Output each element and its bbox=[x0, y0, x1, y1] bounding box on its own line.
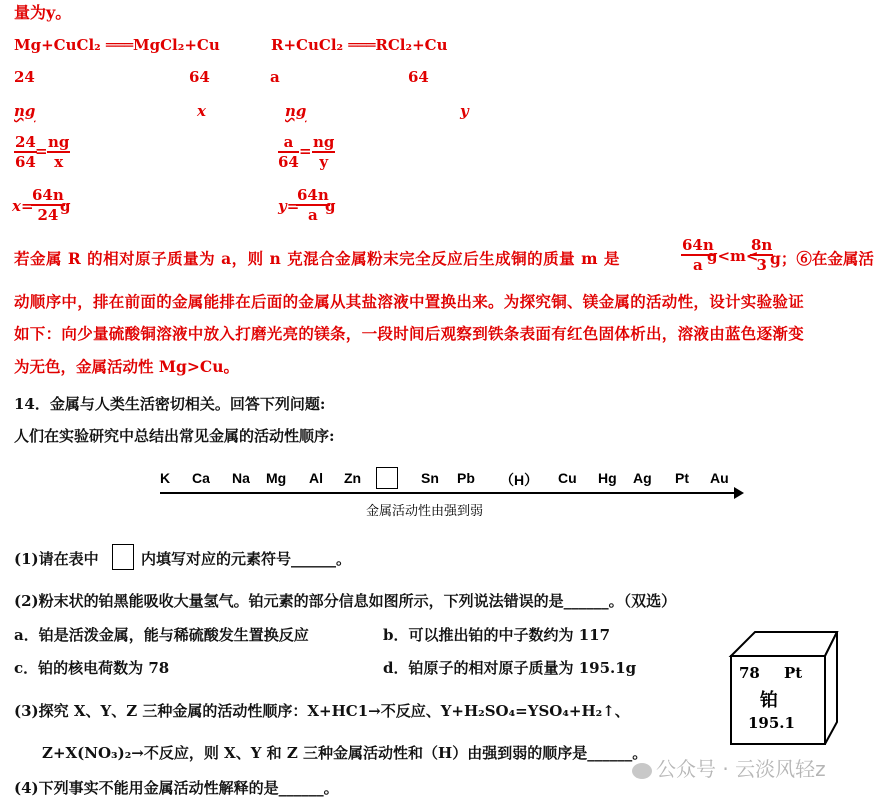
eq1-ratio2-num: ng bbox=[48, 133, 70, 151]
eq1-mass-right: 64 bbox=[189, 68, 210, 86]
conclusion-frac2-num: 8n bbox=[751, 236, 773, 254]
part-3-line2: Z+X(NO₃)₂→不反应，则 X、Y 和 Z 三种金属活动性和（H）由强到弱的顺序是______。 bbox=[42, 744, 648, 762]
series-item: Na bbox=[232, 470, 250, 486]
series-item: Pt bbox=[675, 470, 689, 486]
option-a[interactable]: a．铂是活泼金属，能与稀硫酸发生置换反应 bbox=[14, 626, 309, 644]
element-atomic-mass: 195.1 bbox=[748, 714, 795, 732]
series-item: K bbox=[160, 470, 171, 486]
series-item: Pb bbox=[457, 470, 475, 486]
cube-top-face bbox=[731, 632, 837, 656]
conclusion-mid: g<m< bbox=[707, 247, 759, 265]
eq1-result-unit: g bbox=[60, 197, 71, 215]
top-line: 量为y。 bbox=[14, 3, 72, 22]
equation-mg: Mg+CuCl₂ ═══MgCl₂+Cu bbox=[14, 36, 220, 54]
series-item: Au bbox=[710, 470, 729, 486]
wechat-icon bbox=[632, 763, 652, 779]
series-blank-box[interactable] bbox=[376, 467, 398, 489]
watermark bbox=[632, 753, 826, 782]
series-item: Mg bbox=[266, 470, 287, 486]
eq1-ratio-fraction bbox=[14, 133, 37, 171]
conclusion-frac2-den: 3 bbox=[756, 256, 767, 274]
eq2-result-unit: g bbox=[325, 197, 336, 215]
eq2-ratio-num: a bbox=[278, 133, 299, 153]
series-item: Ag bbox=[633, 470, 652, 486]
conclusion-line3: 如下：向少量硫酸铜溶液中放入打磨光亮的镁条，一段时间后观察到铁条表面有红色固体析出，溶液由蓝色逐渐变 bbox=[14, 324, 805, 343]
eq1-ratio-num: 24 bbox=[15, 133, 36, 151]
question-14-title: 14．金属与人类生活密切相关。回答下列问题: bbox=[14, 395, 326, 413]
element-symbol: Pt bbox=[784, 664, 803, 682]
eq1-mass-left: 24 bbox=[14, 68, 35, 86]
conclusion-line4: 为无色，金属活动性 Mg>Cu。 bbox=[14, 357, 239, 376]
series-caption: 金属活动性由强到弱 bbox=[366, 504, 484, 519]
eq2-ratio2-den: y bbox=[319, 153, 329, 171]
eq1-result-prefix: x= bbox=[12, 197, 34, 215]
eq1-ratio-den: 64 bbox=[15, 153, 36, 171]
eq1-result-den: 24 bbox=[37, 206, 59, 224]
eq2-qty-left: ng bbox=[285, 102, 307, 120]
conclusion-line2: 动顺序中，排在前面的金属能排在后面的金属从其盐溶液中置换出来。为探究铜、镁金属的活动性，设计实验验证 bbox=[14, 292, 805, 311]
eq2-mass-left: a bbox=[270, 68, 280, 86]
part-1-suffix: 内填写对应的元素符号______。 bbox=[141, 550, 352, 568]
eq2-equals: = bbox=[299, 142, 312, 160]
part-2-question: (2)粉末状的铂黑能吸收大量氢气。铂元素的部分信息如图所示，下列说法错误的是______。（双选） bbox=[14, 592, 677, 610]
eq1-equals: = bbox=[35, 142, 48, 160]
equation-r: R+CuCl₂ ═══RCl₂+Cu bbox=[271, 36, 448, 54]
part-3-line1: (3)探究 X、Y、Z 三种金属的活动性顺序：X+HC1→不反应、Y+H₂SO₄=YSO₄+H₂↑、 bbox=[14, 702, 630, 720]
eq2-result-den: a bbox=[308, 206, 318, 224]
eq2-mass-right: 64 bbox=[408, 68, 429, 86]
eq2-ratio2-num: ng bbox=[313, 133, 335, 151]
option-d[interactable]: d．铂原子的相对原子质量为 195.1g bbox=[383, 659, 637, 677]
series-item: Cu bbox=[558, 470, 577, 486]
series-item: Hg bbox=[598, 470, 617, 486]
watermark-text: 公众号 · 云淡风轻z bbox=[656, 757, 826, 781]
conclusion-frac1-den: a bbox=[693, 256, 703, 274]
part-4-question: (4)下列事实不能用金属活动性解释的是______。 bbox=[14, 779, 339, 797]
series-arrow-icon bbox=[734, 487, 744, 499]
option-c[interactable]: c．铂的核电荷数为 78 bbox=[14, 659, 170, 677]
option-b[interactable]: b．可以推出铂的中子数约为 117 bbox=[383, 626, 611, 644]
series-item: Zn bbox=[344, 470, 362, 486]
eq2-ratio2-fraction bbox=[312, 133, 335, 171]
eq2-result-prefix: y= bbox=[278, 197, 300, 215]
eq2-ratio-den: 64 bbox=[278, 153, 299, 171]
part-1-prefix: (1)请在表中 bbox=[14, 550, 99, 568]
eq1-ratio2-fraction bbox=[47, 133, 70, 171]
part-1-blank-box[interactable] bbox=[112, 544, 134, 570]
series-item: Al bbox=[309, 470, 323, 486]
series-item: Ca bbox=[192, 470, 210, 486]
series-item: （H） bbox=[500, 472, 539, 488]
question-14-intro: 人们在实验研究中总结出常见金属的活动性顺序: bbox=[14, 427, 335, 445]
conclusion-line1b: g；⑥在金属活 bbox=[770, 249, 874, 268]
conclusion-line1a: 若金属 R 的相对原子质量为 a，则 n 克混合金属粉末完全反应后生成铜的质量 m 是 bbox=[14, 249, 620, 268]
eq2-qty-right: y bbox=[460, 102, 469, 120]
eq1-result-num: 64n bbox=[32, 186, 64, 204]
conclusion-frac1-num: 64n bbox=[682, 236, 714, 254]
element-atomic-number: 78 bbox=[739, 664, 760, 682]
eq2-result-num: 64n bbox=[297, 186, 329, 204]
eq1-ratio2-den: x bbox=[54, 153, 64, 171]
series-arrow-line bbox=[160, 492, 738, 494]
eq1-qty-left: ng bbox=[14, 102, 36, 120]
eq1-qty-right: x bbox=[197, 102, 206, 120]
series-item: Sn bbox=[421, 470, 439, 486]
eq2-ratio-fraction bbox=[278, 133, 299, 171]
element-name: 铂 bbox=[760, 690, 778, 711]
